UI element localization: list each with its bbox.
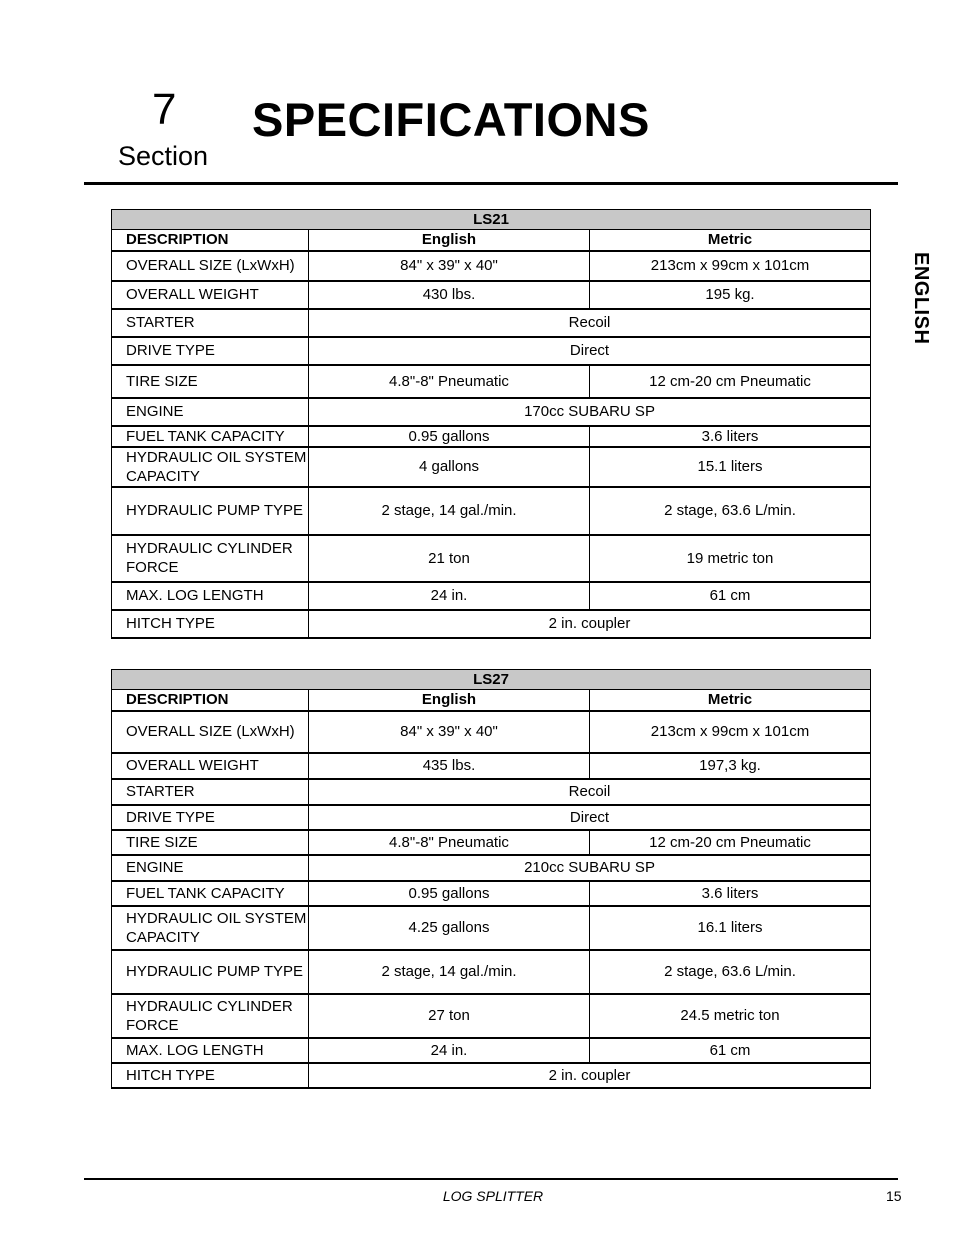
- spec-row: [112, 753, 871, 779]
- spec-row: [112, 535, 871, 582]
- spec-description: ENGINE: [112, 855, 309, 881]
- spec-description: HYDRAULIC OIL SYSTEM CAPACITY: [112, 906, 309, 950]
- spec-description: HYDRAULIC CYLINDER FORCE: [112, 535, 309, 582]
- spec-value-both-units: Recoil: [309, 779, 871, 805]
- spec-description: HYDRAULIC OIL SYSTEM CAPACITY: [112, 447, 309, 487]
- spec-row: [112, 906, 871, 950]
- spec-value-both-units: Direct: [309, 805, 871, 830]
- spec-value-both-units: Direct: [309, 337, 871, 365]
- spec-value-metric: 197,3 kg.: [590, 753, 871, 779]
- spec-description: STARTER: [112, 309, 309, 337]
- column-header-description: DESCRIPTION: [112, 230, 309, 251]
- spec-row: [112, 881, 871, 906]
- spec-value-metric: 19 metric ton: [590, 535, 871, 582]
- spec-value-metric: 16.1 liters: [590, 906, 871, 950]
- spec-value-metric: 61 cm: [590, 582, 871, 610]
- spec-value-english: 2 stage, 14 gal./min.: [309, 487, 590, 535]
- spec-row: [112, 994, 871, 1038]
- spec-row: [112, 582, 871, 610]
- spec-value-english: 430 lbs.: [309, 281, 590, 309]
- spec-description: OVERALL SIZE (LxWxH): [112, 251, 309, 281]
- section-label: Section: [118, 141, 209, 171]
- spec-value-english: 4 gallons: [309, 447, 590, 487]
- spec-value-metric: 15.1 liters: [590, 447, 871, 487]
- spec-row: [112, 251, 871, 281]
- model-name: LS21: [112, 210, 871, 230]
- spec-value-english: 84" x 39" x 40": [309, 251, 590, 281]
- spec-value-english: 2 stage, 14 gal./min.: [309, 950, 590, 994]
- spec-row: [112, 487, 871, 535]
- spec-value-metric: 2 stage, 63.6 L/min.: [590, 950, 871, 994]
- spec-value-metric: 3.6 liters: [590, 881, 871, 906]
- spec-value-both-units: Recoil: [309, 309, 871, 337]
- spec-value-english: 27 ton: [309, 994, 590, 1038]
- spec-row: [112, 398, 871, 426]
- model-name: LS27: [112, 670, 871, 690]
- spec-description: MAX. LOG LENGTH: [112, 1038, 309, 1063]
- spec-value-metric: 213cm x 99cm x 101cm: [590, 251, 871, 281]
- spec-description: TIRE SIZE: [112, 830, 309, 855]
- spec-value-english: 0.95 gallons: [309, 881, 590, 906]
- spec-value-both-units: 210cc SUBARU SP: [309, 855, 871, 881]
- spec-value-english: 4.8"-8" Pneumatic: [309, 365, 590, 398]
- spec-description: DRIVE TYPE: [112, 337, 309, 365]
- spec-description: HITCH TYPE: [112, 1063, 309, 1088]
- footer-rule: [84, 1178, 898, 1180]
- spec-description: OVERALL SIZE (LxWxH): [112, 711, 309, 753]
- spec-value-metric: 12 cm-20 cm Pneumatic: [590, 365, 871, 398]
- spec-table-ls27: [111, 669, 871, 1089]
- spec-description: HYDRAULIC PUMP TYPE: [112, 950, 309, 994]
- column-header-english: English: [309, 230, 590, 251]
- spec-row: [112, 805, 871, 830]
- spec-description: TIRE SIZE: [112, 365, 309, 398]
- column-header-metric: Metric: [590, 690, 871, 711]
- model-header-row: [112, 670, 871, 690]
- spec-row: [112, 830, 871, 855]
- spec-value-english: 4.25 gallons: [309, 906, 590, 950]
- header-rule: [84, 182, 898, 185]
- spec-description: DRIVE TYPE: [112, 805, 309, 830]
- spec-row: [112, 365, 871, 398]
- spec-description: MAX. LOG LENGTH: [112, 582, 309, 610]
- spec-row: [112, 950, 871, 994]
- spec-value-metric: 12 cm-20 cm Pneumatic: [590, 830, 871, 855]
- spec-row: [112, 447, 871, 487]
- column-header-row: [112, 690, 871, 711]
- spec-row: [112, 426, 871, 447]
- spec-description: HITCH TYPE: [112, 610, 309, 638]
- spec-row: [112, 610, 871, 638]
- spec-value-both-units: 170cc SUBARU SP: [309, 398, 871, 426]
- page-title: SPECIFICATIONS: [252, 93, 650, 146]
- spec-row: [112, 1038, 871, 1063]
- spec-value-english: 24 in.: [309, 582, 590, 610]
- page-number: 15: [886, 1188, 902, 1204]
- section-number: 7: [152, 85, 177, 134]
- spec-value-both-units: 2 in. coupler: [309, 610, 871, 638]
- column-header-row: [112, 230, 871, 251]
- language-tab: ENGLISH: [910, 252, 932, 345]
- spec-value-metric: 2 stage, 63.6 L/min.: [590, 487, 871, 535]
- spec-value-english: 24 in.: [309, 1038, 590, 1063]
- spec-description: FUEL TANK CAPACITY: [112, 426, 309, 447]
- spec-row: [112, 855, 871, 881]
- spec-value-metric: 3.6 liters: [590, 426, 871, 447]
- spec-row: [112, 337, 871, 365]
- spec-row: [112, 711, 871, 753]
- footer-document-name: LOG SPLITTER: [442, 1188, 544, 1204]
- spec-value-metric: 61 cm: [590, 1038, 871, 1063]
- spec-value-english: 0.95 gallons: [309, 426, 590, 447]
- spec-value-metric: 24.5 metric ton: [590, 994, 871, 1038]
- column-header-english: English: [309, 690, 590, 711]
- spec-value-metric: 213cm x 99cm x 101cm: [590, 711, 871, 753]
- spec-value-english: 435 lbs.: [309, 753, 590, 779]
- spec-value-english: 4.8"-8" Pneumatic: [309, 830, 590, 855]
- spec-row: [112, 281, 871, 309]
- spec-value-both-units: 2 in. coupler: [309, 1063, 871, 1088]
- spec-row: [112, 1063, 871, 1088]
- spec-description: ENGINE: [112, 398, 309, 426]
- spec-table-ls21: [111, 209, 871, 639]
- spec-value-english: 21 ton: [309, 535, 590, 582]
- spec-description: OVERALL WEIGHT: [112, 753, 309, 779]
- model-header-row: [112, 210, 871, 230]
- spec-description: OVERALL WEIGHT: [112, 281, 309, 309]
- column-header-metric: Metric: [590, 230, 871, 251]
- spec-description: STARTER: [112, 779, 309, 805]
- spec-description: FUEL TANK CAPACITY: [112, 881, 309, 906]
- spec-description: HYDRAULIC CYLINDER FORCE: [112, 994, 309, 1038]
- spec-value-english: 84" x 39" x 40": [309, 711, 590, 753]
- spec-value-metric: 195 kg.: [590, 281, 871, 309]
- spec-description: HYDRAULIC PUMP TYPE: [112, 487, 309, 535]
- column-header-description: DESCRIPTION: [112, 690, 309, 711]
- spec-row: [112, 779, 871, 805]
- spec-row: [112, 309, 871, 337]
